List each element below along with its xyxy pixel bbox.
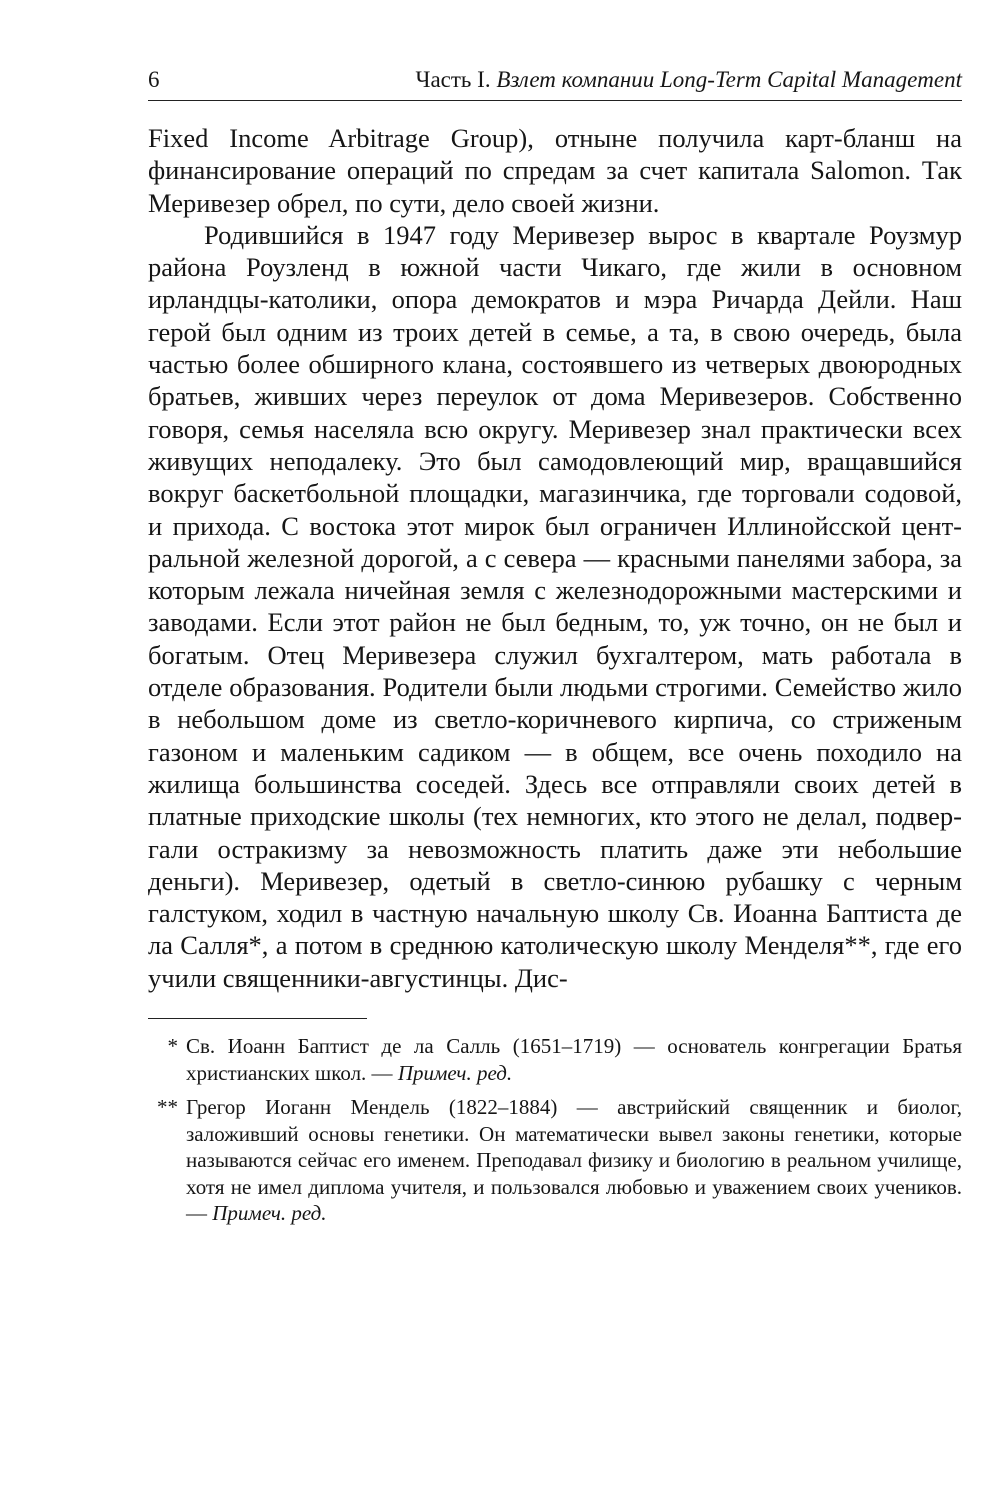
book-page: [148, 60, 962, 1235]
part-label: Часть I.: [415, 67, 497, 92]
main-text: [148, 122, 962, 994]
footnotes: [148, 1033, 962, 1227]
footnote-2: [148, 1094, 962, 1227]
footnote-1: [148, 1033, 962, 1086]
footnote-text: Св. Иоанн Баптист де ла Салль (1651–1719) — основатель конгрегации Братья христианских школ. —: [186, 1034, 962, 1085]
footnote-mark: *: [167, 1034, 178, 1059]
page-number: 6: [148, 67, 160, 92]
footnote-text: Грегор Иоганн Мендель (1822–1884) — австрийский священник и биолог, заложивший основы генетики. Он математически вывел законы генетики, которые называются сейчас его именем. Преподавал физику и биологию в реальном училище, хотя не имел диплома учителя, и пользовался любовью и уважением своих учеников. —: [186, 1095, 962, 1226]
paragraph: Родившийся в 1947 году Меривезер вырос в квартале Роузмур района Роузленд в южной части Чикаго, где жили в основном ирландцы-католики, опора демократов и мэра Ричарда Дейли. Наш герой был одним из троих детей в семье, а та, в свою очередь, была частью более обширного клана, состоявшего из четверых двоюродных братьев, живших через переулок от дома Меривезеров. Собственно говоря, семья населяла всю округу. Меривезер знал практически всех живущих неподалеку. Это был самодовлеющий мир, вращавшийся вокруг баскетбольной площадки, магазинчика, где торговали содовой, и прихода. С востока этот мирок был ограничен Иллинойсской центральной железной дорогой, а с севера — красными панелями забора, за которым лежала ничейная земля с железнодорожными мастерскими и заводами. Если этот район не был бедным, то, уж точно, он не был и богатым. Отец Меривезера служил бухгалтером, мать работала в отделе образования. Родители были людьми строгими. Семейство жило в небольшом доме из светло-коричневого кирпича, со стриженым газоном и маленьким садиком — в общем, все очень походило на жилища большинства соседей. Здесь все отправляли своих детей в платные приходские школы (тех немногих, кто этого не делал, подвергали остракизму за невозможность платить даже эти небольшие деньги). Меривезер, одетый в светло-синюю рубашку с черным галстуком, ходил в частную начальную школу Св. Иоанна Баптиста де ла Салля*, а потом в среднюю католическую школу Менделя**, где его учили священники-августинцы. Дис-: [148, 219, 962, 993]
part-title: Взлет компании Long-Term Capital Management: [496, 67, 962, 92]
editor-note: Примеч. ред.: [397, 1060, 513, 1085]
editor-note: Примеч. ред.: [212, 1201, 327, 1226]
running-header: [148, 60, 962, 101]
paragraph-continued: Fixed Income Arbitrage Group), отныне получила карт-бланш на финансирование операций по спредам за счет капитала Salomon. Так Меривезер обрел, по сути, дело своей жизни.: [148, 123, 962, 218]
footnote-mark: **: [157, 1095, 178, 1120]
footnote-rule: [148, 1018, 367, 1019]
running-title: [416, 60, 962, 100]
